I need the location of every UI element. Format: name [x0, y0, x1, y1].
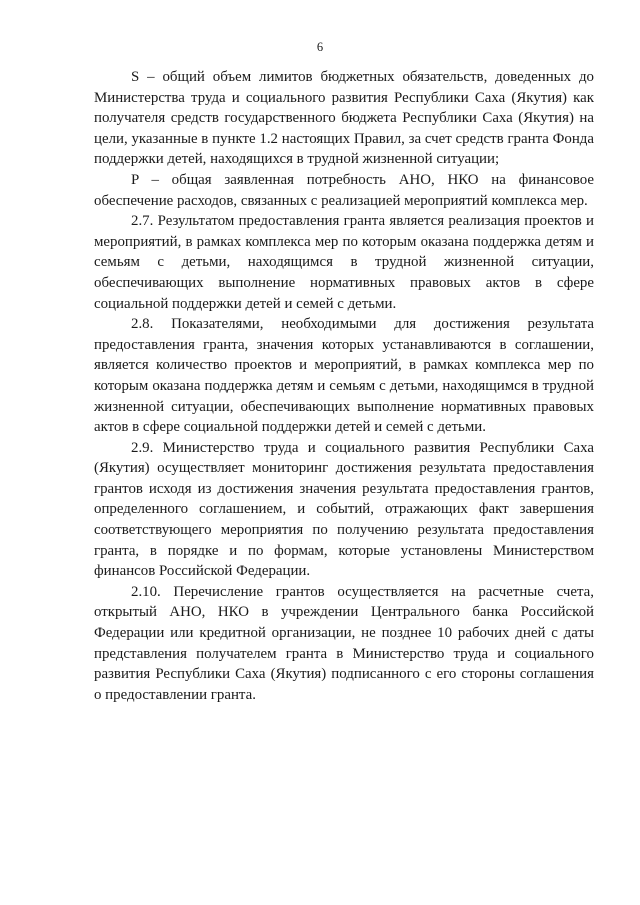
page-number: 6 [316, 40, 324, 54]
paragraph-s-definition: S – общий объем лимитов бюджетных обязательств, доведенных до Министерства труда и социального развития Республики Саха (Якутия) как получателя средств государственного бюджета Республики Саха (Якутия) на цели, указанные в пункте 1.2 настоящих Правил, за счет средств гранта Фонда поддержки детей, находящихся в трудной жизненной ситуации; [94, 69, 594, 168]
document-body [94, 67, 594, 705]
paragraph-p-definition: P – общая заявленная потребность АНО, НКО на финансовое обеспечение расходов, связанных с реализацией мероприятий комплекса мер. [94, 171, 594, 209]
paragraph-2-8: 2.8. Показателями, необходимыми для достижения результата предоставления гранта, значения которых устанавливаются в соглашении, является количество проектов и мероприятий, в рамках комплекса мер по которым оказана поддержка детям и семьям с детьми, находящимся в трудной жизненной ситуации, обеспечивающих выполнение нормативных правовых актов в сфере социальной поддержки детей и семей с детьми. [94, 316, 594, 436]
paragraph-2-10: 2.10. Перечисление грантов осуществляется на расчетные счета, открытый АНО, НКО в учреждении Центрального банка Российской Федерации или кредитной организации, не позднее 10 рабочих дней с даты представления получателем гранта в Министерство труда и социального развития Республики Саха (Якутия) подписанного с его стороны соглашения о предоставлении гранта. [94, 583, 594, 703]
paragraph-2-7: 2.7. Результатом предоставления гранта является реализация проектов и мероприятий, в рамках комплекса мер по которым оказана поддержка детям и семьям с детьми, находящимся в трудной жизненной ситуации, обеспечивающих выполнение нормативных правовых актов в сфере социальной поддержки детей и семей с детьми. [94, 213, 594, 312]
paragraph-2-9: 2.9. Министерство труда и социального развития Республики Саха (Якутия) осуществляет мониторинг достижения результата предоставления грантов исходя из достижения значения результата предоставления грантов, определенного соглашением, и событий, отражающих факт завершения соответствующего мероприятия по получению результата предоставления гранта, в порядке и по формам, которые установлены Министерством финансов Российской Федерации. [94, 439, 594, 580]
